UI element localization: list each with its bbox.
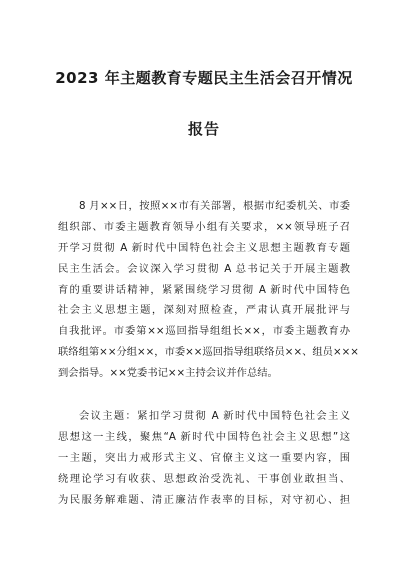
paragraph-line: 8 月××日，按照××市有关部署，根据市纪委机关、市委 xyxy=(79,200,350,212)
document-title-line-2: 报告 xyxy=(187,120,220,138)
paragraph-1 xyxy=(58,196,359,384)
paragraph-line: 民主生活会。会议深入学习贯彻 A 总书记关于开展主题教 xyxy=(58,262,350,275)
paragraph-line: 思想这一主线，聚焦“A 新时代中国特色社会主义思想”这 xyxy=(58,430,350,443)
paragraph-line: 为民服务解难题、清正廉洁作表率的目标，对守初心、担 xyxy=(58,493,350,506)
paragraph-line: 自我批评。市委第××巡回指导组组长××，市委主题教育办 xyxy=(58,325,350,338)
paragraph-line: 育的重要讲话精神，紧紧围绕学习贯彻 A 新时代中国特色 xyxy=(58,283,350,296)
paragraph-line: 绕理论学习有收获、思想政治受洗礼、干事创业敢担当、 xyxy=(58,472,350,485)
document-title-line-1: 2023 年主题教育专题民主生活会召开情况 xyxy=(55,69,353,87)
paragraph-line: 社会主义思想主题，深刻对照检查，严肃认真开展批评与 xyxy=(58,304,350,317)
paragraph-line: 一主题，突出力戒形式主义、官僚主义这一重要内容，围 xyxy=(58,451,350,464)
paragraph-line: 组织部、市委主题教育领导小组有关要求，××领导班子召 xyxy=(58,220,350,233)
paragraph-line: 开学习贯彻 A 新时代中国特色社会主义思想主题教育专题 xyxy=(58,241,350,254)
paragraph-line: 联络组第××分组××，市委××巡回指导组联络员××、组员××× xyxy=(58,346,359,359)
paragraph-line: 到会指导。××党委书记××主持会议并作总结。 xyxy=(58,367,278,380)
paragraph-2 xyxy=(58,406,350,510)
paragraph-line: 会议主题：紧扣学习贯彻 A 新时代中国特色社会主义 xyxy=(79,410,350,422)
